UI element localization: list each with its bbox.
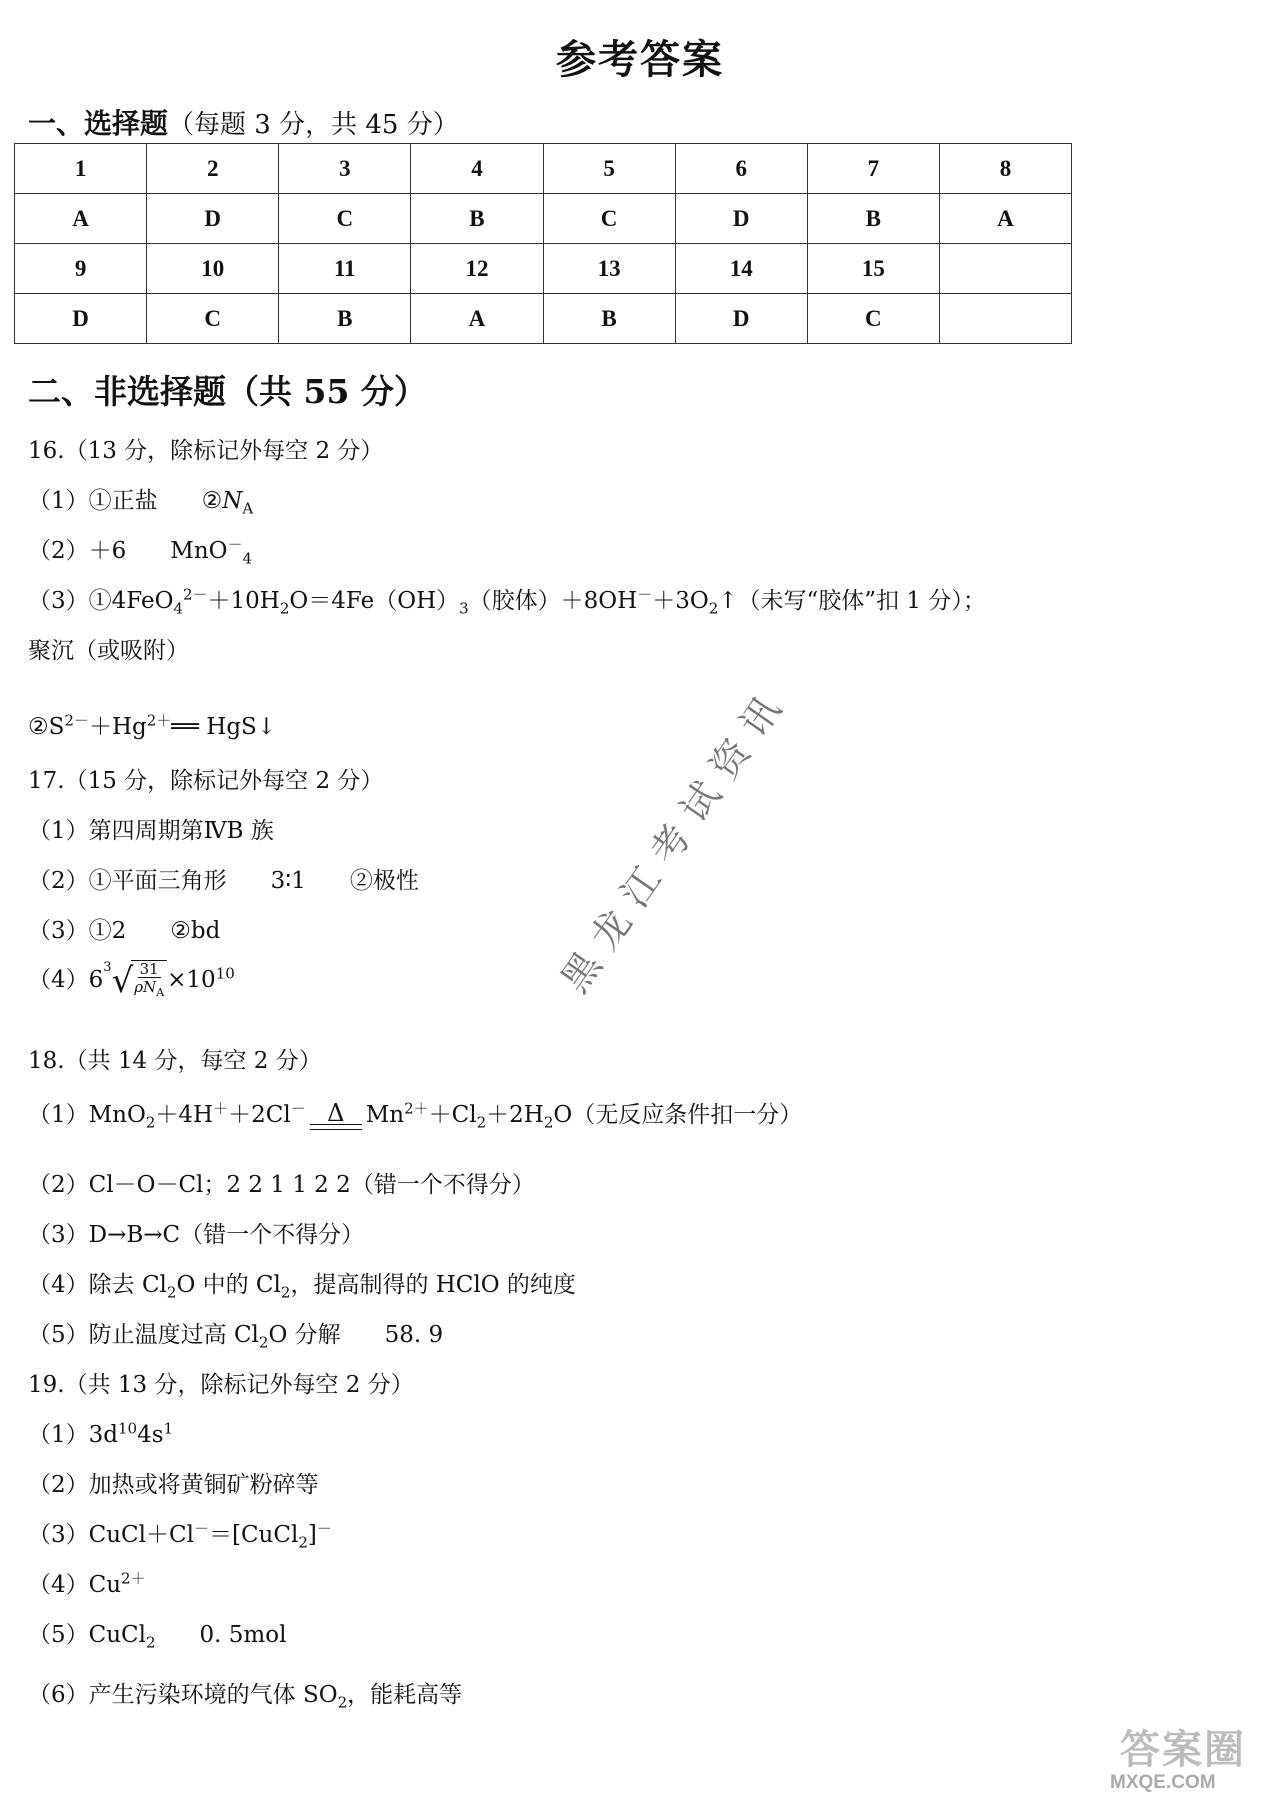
q16-a3-t4: ＋3O bbox=[652, 588, 709, 614]
q16-a3-t5: ↑（未写“胶体”扣 1 分）； bbox=[718, 588, 986, 614]
q18-a5-s1: 2 bbox=[258, 1333, 269, 1352]
q17-a2-b: ②极性 bbox=[349, 868, 419, 894]
q18-a4-s1: 2 bbox=[166, 1283, 177, 1302]
table-cell: D bbox=[147, 194, 279, 244]
q19-a1-p2: 1 bbox=[163, 1419, 174, 1438]
q18-a1-t7: O（无反应条件扣一分） bbox=[553, 1102, 803, 1128]
q17-a2-ratio: 3∶1 bbox=[270, 868, 306, 894]
watermark: 黑龙江考试资讯 bbox=[552, 676, 798, 1001]
q18-a1-t6: ＋2H bbox=[486, 1102, 544, 1128]
q16-a3-t0: （3）①4FeO bbox=[28, 588, 174, 614]
q18-a1-p3: 2＋ bbox=[404, 1099, 429, 1118]
q19-a5-s1: 2 bbox=[146, 1633, 156, 1652]
q18-answer-1 bbox=[28, 1096, 802, 1132]
table-cell: 4 bbox=[411, 144, 543, 194]
q16-a3b-p2: 2＋ bbox=[146, 711, 172, 730]
fraction-denominator bbox=[134, 978, 164, 1002]
q16-heading: 16.（13 分，除标记外每空 2 分） bbox=[28, 438, 384, 464]
q18-answer-5 bbox=[28, 1316, 443, 1352]
q19-a5-t1: （5）CuCl bbox=[28, 1622, 146, 1648]
q18-a4-t3: ，提高制得的 HClO 的纯度 bbox=[290, 1272, 576, 1298]
logo-mark: 答案圈 bbox=[1120, 1726, 1246, 1773]
q18-a1-p1: ＋ bbox=[213, 1099, 229, 1118]
q16-a2-sup: － bbox=[227, 535, 243, 554]
q17-a2-text: （2）①平面三角形 bbox=[28, 868, 227, 894]
cube-root-expression bbox=[103, 960, 167, 1002]
table-cell: A bbox=[15, 194, 147, 244]
answer-table bbox=[14, 143, 1072, 344]
table-row bbox=[15, 244, 1072, 294]
q18-a1-t4: Mn bbox=[365, 1102, 405, 1128]
q16-a1-na: N bbox=[222, 488, 243, 514]
q19-a1-t2: 4s bbox=[137, 1422, 164, 1448]
q18-a1-t5: ＋Cl bbox=[428, 1102, 477, 1128]
site-logo bbox=[1110, 1718, 1270, 1798]
table-cell: A bbox=[411, 294, 543, 344]
q18-a1-t1: （1）MnO bbox=[28, 1102, 146, 1128]
q18-a4-s2: 2 bbox=[280, 1283, 291, 1302]
q16-a1-b: ② bbox=[201, 488, 223, 514]
q16-a1-text: （1）①正盐 bbox=[28, 488, 158, 514]
q19-a3-p2: － bbox=[316, 1519, 332, 1538]
table-row bbox=[15, 294, 1072, 344]
q16-answer-2 bbox=[28, 532, 252, 568]
q19-a5-val: 0. 5mol bbox=[199, 1622, 287, 1648]
q18-a1-t3: ＋2Cl bbox=[228, 1102, 291, 1128]
table-cell: 7 bbox=[807, 144, 939, 194]
q16-answer-3b bbox=[28, 708, 276, 741]
q19-a3-p1: － bbox=[193, 1519, 209, 1538]
double-bar bbox=[310, 1124, 362, 1130]
q16-answer-3 bbox=[28, 582, 986, 618]
q18-answer-4 bbox=[28, 1266, 576, 1302]
radical-sign: √ bbox=[111, 961, 134, 1001]
q16-a3b-t3: ══ HgS↓ bbox=[171, 714, 277, 740]
table-cell: B bbox=[279, 294, 411, 344]
table-cell: B bbox=[411, 194, 543, 244]
q16-a3-t3: （胶体）＋8OH bbox=[468, 588, 638, 614]
q16-a3-s2: 2 bbox=[279, 599, 290, 618]
q19-answer-3 bbox=[28, 1516, 332, 1552]
q19-a1-p1: 10 bbox=[118, 1419, 138, 1438]
q16-a3-p2: － bbox=[637, 585, 653, 604]
table-cell: 3 bbox=[279, 144, 411, 194]
q18-heading: 18.（共 14 分，每空 2 分） bbox=[28, 1048, 322, 1074]
root-index: 3 bbox=[103, 960, 112, 975]
section-1-label: 一、选择题 bbox=[28, 107, 169, 140]
q18-a1-s3: 2 bbox=[543, 1113, 554, 1132]
heated-equals-sign bbox=[310, 1099, 362, 1130]
q18-a1-s2: 2 bbox=[476, 1113, 487, 1132]
page-title: 参考答案 bbox=[556, 36, 724, 83]
q18-a5-t2: O 分解 bbox=[268, 1322, 341, 1348]
section-1-heading bbox=[28, 102, 459, 142]
table-cell: 8 bbox=[939, 144, 1071, 194]
q16-a3-t2: O＝4Fe（OH） bbox=[289, 588, 460, 614]
q19-a4-t1: （4）Cu bbox=[28, 1572, 122, 1598]
section-2-heading: 二、非选择题（共 55 分） bbox=[28, 372, 427, 411]
q19-a3-s1: 2 bbox=[298, 1533, 308, 1552]
q18-a1-p2: － bbox=[290, 1099, 306, 1118]
q17-a3-b: ②bd bbox=[170, 918, 221, 944]
table-cell: C bbox=[147, 294, 279, 344]
table-cell: B bbox=[543, 294, 675, 344]
table-cell: 10 bbox=[147, 244, 279, 294]
table-cell: 12 bbox=[411, 244, 543, 294]
logo-url: MXQE.COM bbox=[1110, 1772, 1216, 1793]
section-1-note: （每题 3 分，共 45 分） bbox=[168, 110, 459, 140]
q19-answer-4 bbox=[28, 1566, 146, 1599]
q19-answer-5 bbox=[28, 1616, 286, 1652]
q16-a1-na-sub: A bbox=[242, 499, 254, 518]
q16-a2-mno: MnO bbox=[170, 538, 228, 564]
q19-a4-p1: 2＋ bbox=[121, 1569, 146, 1588]
q18-a4-t1: （4）除去 Cl bbox=[28, 1272, 167, 1298]
q18-answer-2: （2）Cl－O－Cl；2 2 1 1 2 2（错一个不得分） bbox=[28, 1172, 535, 1198]
q19-answer-1 bbox=[28, 1416, 173, 1449]
q18-a4-t2: O 中的 Cl bbox=[176, 1272, 281, 1298]
q17-answer-1: （1）第四周期第ⅣB 族 bbox=[28, 818, 274, 844]
q17-a4-tail: ×10 bbox=[167, 967, 216, 993]
table-cell: C bbox=[807, 294, 939, 344]
q17-heading: 17.（15 分，除标记外每空 2 分） bbox=[28, 768, 384, 794]
table-row bbox=[15, 194, 1072, 244]
table-cell: C bbox=[279, 194, 411, 244]
q18-a5-t1: （5）防止温度过高 Cl bbox=[28, 1322, 259, 1348]
q18-a1-t2: ＋4H bbox=[155, 1102, 214, 1128]
q19-a1-t1: （1）3d bbox=[28, 1422, 118, 1448]
q19-a6-t1: （6）产生污染环境的气体 SO bbox=[28, 1682, 338, 1708]
table-cell: B bbox=[807, 194, 939, 244]
q16-a2-text: （2）＋6 bbox=[28, 538, 127, 564]
table-cell: 2 bbox=[147, 144, 279, 194]
table-cell: C bbox=[543, 194, 675, 244]
q16-a3b-t1: ②S bbox=[28, 714, 65, 740]
q16-a3-t1: ＋10H bbox=[207, 588, 280, 614]
table-cell: 9 bbox=[15, 244, 147, 294]
q18-a1-s1: 2 bbox=[145, 1113, 156, 1132]
q19-a3-t3: ] bbox=[307, 1522, 317, 1548]
q19-a3-t1: （3）CuCl＋Cl bbox=[28, 1522, 194, 1548]
q19-answer-6 bbox=[28, 1676, 462, 1712]
fraction-numerator: 31 bbox=[139, 960, 159, 978]
q19-heading: 19.（共 13 分，除标记外每空 2 分） bbox=[28, 1372, 414, 1398]
q17-a3-text: （3）①2 bbox=[28, 918, 127, 944]
q16-answer-3-cont: 聚沉（或吸附） bbox=[28, 638, 189, 664]
den-sub: A bbox=[156, 986, 165, 999]
q19-answer-2: （2）加热或将黄铜矿粉碎等 bbox=[28, 1472, 319, 1498]
q19-a6-t2: ，能耗高等 bbox=[347, 1682, 463, 1708]
q16-a3-s4: 2 bbox=[708, 599, 719, 618]
table-cell: 6 bbox=[675, 144, 807, 194]
q19-a6-s1: 2 bbox=[337, 1693, 348, 1712]
den-text: ρN bbox=[134, 978, 157, 996]
q16-a3-p1: 2－ bbox=[182, 585, 208, 604]
table-cell: 15 bbox=[807, 244, 939, 294]
q16-a3b-t2: ＋Hg bbox=[88, 714, 147, 740]
table-cell: A bbox=[939, 194, 1071, 244]
q19-a3-t2: ＝[CuCl bbox=[208, 1522, 299, 1548]
q17-answer-3 bbox=[28, 912, 220, 945]
q17-answer-4 bbox=[28, 960, 235, 1002]
q16-a3-s1: 4 bbox=[173, 599, 183, 618]
root-fraction bbox=[131, 960, 167, 1002]
q16-a3-s3: 3 bbox=[459, 599, 469, 618]
q16-answer-1 bbox=[28, 482, 253, 518]
delta-symbol: Δ bbox=[327, 1099, 345, 1127]
table-cell: 5 bbox=[543, 144, 675, 194]
table-row bbox=[15, 144, 1072, 194]
q17-a4-exp: 10 bbox=[215, 964, 235, 983]
q17-answer-2 bbox=[28, 862, 419, 895]
table-cell bbox=[939, 244, 1071, 294]
table-cell: D bbox=[675, 294, 807, 344]
q17-a4-text: （4）6 bbox=[28, 967, 104, 993]
table-cell bbox=[939, 294, 1071, 344]
table-cell: 11 bbox=[279, 244, 411, 294]
table-cell: 1 bbox=[15, 144, 147, 194]
q16-a3b-p1: 2－ bbox=[64, 711, 89, 730]
q18-answer-3: （3）D→B→C（错一个不得分） bbox=[28, 1222, 365, 1248]
q18-a5-val: 58. 9 bbox=[384, 1322, 444, 1348]
table-cell: D bbox=[675, 194, 807, 244]
q16-a2-sub: 4 bbox=[242, 549, 253, 568]
table-cell: 14 bbox=[675, 244, 807, 294]
table-cell: 13 bbox=[543, 244, 675, 294]
table-cell: D bbox=[15, 294, 147, 344]
